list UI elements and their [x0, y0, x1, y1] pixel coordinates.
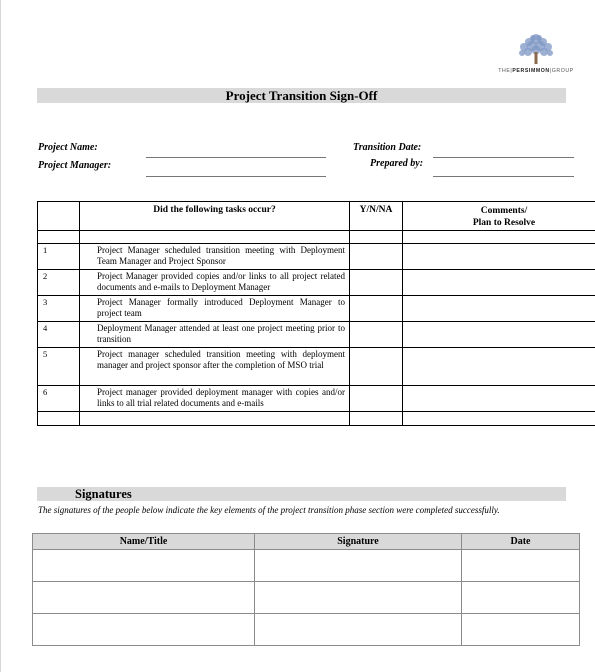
- task-description: Deployment Manager attended at least one project meeting prior to transition: [80, 322, 350, 348]
- transition-date-label: Transition Date:: [353, 142, 422, 153]
- yn-cell[interactable]: [350, 348, 403, 386]
- comment-cell[interactable]: [403, 386, 595, 412]
- signature-row: [33, 550, 580, 582]
- comment-cell[interactable]: [403, 296, 595, 322]
- signature-cell[interactable]: [255, 614, 462, 646]
- signature-cell[interactable]: [255, 550, 462, 582]
- prepared-by-label: Prepared by:: [370, 158, 424, 169]
- document-title: Project Transition Sign-Off: [225, 88, 378, 103]
- comments-header-line2: Plan to Resolve: [472, 218, 536, 228]
- name-title-cell[interactable]: [33, 582, 255, 614]
- date-cell[interactable]: [462, 614, 580, 646]
- yn-cell[interactable]: [350, 270, 403, 296]
- row-number: 4: [38, 322, 80, 348]
- yn-cell[interactable]: [350, 322, 403, 348]
- table-row: [38, 244, 595, 270]
- project-manager-label: Project Manager:: [38, 160, 112, 171]
- row-number: 2: [38, 270, 80, 296]
- table-cell[interactable]: [350, 412, 403, 426]
- table-spacer-row: [38, 231, 595, 244]
- date-header: Date: [462, 534, 580, 550]
- tree-canopy-blob: [540, 48, 548, 56]
- yn-cell[interactable]: [350, 386, 403, 412]
- yn-cell[interactable]: [350, 244, 403, 270]
- tree-canopy-blob: [519, 50, 525, 56]
- logo-wordmark-name: PERSIMMON: [512, 68, 550, 74]
- table-row: [38, 348, 595, 386]
- tasks-header-row: [38, 202, 595, 231]
- tree-canopy-blob: [536, 35, 542, 41]
- comment-cell[interactable]: [403, 322, 595, 348]
- signatures-table: [32, 533, 580, 646]
- table-row: [38, 270, 595, 296]
- yn-column-header: Y/N/NA: [350, 202, 403, 231]
- name-title-header: Name/Title: [33, 534, 255, 550]
- signature-header: Signature: [255, 534, 462, 550]
- row-number: 3: [38, 296, 80, 322]
- task-column-header: Did the following tasks occur?: [80, 202, 350, 231]
- logo-wordmark-suffix: GROUP: [551, 68, 574, 74]
- task-description: Project manager scheduled transition meeting with deployment manager and project sponsor after the completion of MSO trial: [80, 348, 350, 386]
- table-row: [38, 322, 595, 348]
- title-bar: [37, 88, 566, 103]
- table-row: [38, 386, 595, 412]
- table-cell[interactable]: [403, 412, 595, 426]
- yn-cell[interactable]: [350, 296, 403, 322]
- page-edge: [0, 0, 1, 672]
- table-row: [38, 296, 595, 322]
- table-cell: [80, 231, 350, 244]
- table-cell[interactable]: [403, 231, 595, 244]
- task-description: Project Manager formally introduced Deployment Manager to project team: [80, 296, 350, 322]
- name-title-cell[interactable]: [33, 614, 255, 646]
- signature-row: [33, 582, 580, 614]
- comment-cell[interactable]: [403, 348, 595, 386]
- table-spacer-row: [38, 412, 595, 426]
- tree-canopy-blob: [524, 48, 532, 56]
- number-column-header: [38, 202, 80, 231]
- signature-row: [33, 614, 580, 646]
- tree-canopy-blob: [530, 35, 536, 41]
- prepared-by-field[interactable]: [433, 176, 574, 177]
- table-cell[interactable]: [350, 231, 403, 244]
- comments-header-line1: Comments/: [480, 206, 528, 216]
- persimmon-group-logo: [494, 34, 578, 78]
- table-cell: [38, 231, 80, 244]
- project-manager-field[interactable]: [146, 176, 326, 177]
- task-description: Project Manager scheduled transition meeting with Deployment Team Manager and Project Sponsor: [80, 244, 350, 270]
- logo-wordmark: THE|PERSIMMON|GROUP: [498, 68, 574, 74]
- date-cell[interactable]: [462, 582, 580, 614]
- tasks-checklist-table: [37, 201, 595, 426]
- task-description: Project manager provided deployment manager with copies and/or links to all trial related documents and e-mails: [80, 386, 350, 412]
- signatures-note: The signatures of the people below indicate the key elements of the project transition phase section were completed successfully.: [38, 505, 500, 515]
- comment-cell[interactable]: [403, 270, 595, 296]
- transition-date-field[interactable]: [433, 157, 574, 158]
- date-cell[interactable]: [462, 550, 580, 582]
- tree-canopy-blob: [547, 50, 553, 56]
- comments-column-header: [403, 202, 595, 231]
- signatures-header-row: [33, 534, 580, 550]
- project-name-field[interactable]: [146, 157, 326, 158]
- table-cell: [80, 412, 350, 426]
- table-cell: [38, 412, 80, 426]
- task-description: Project Manager provided copies and/or links to all project related documents and e-mails to Deployment Manager: [80, 270, 350, 296]
- signatures-heading: Signatures: [75, 487, 132, 501]
- comment-cell[interactable]: [403, 244, 595, 270]
- row-number: 1: [38, 244, 80, 270]
- logo-wordmark-prefix: THE: [498, 68, 511, 74]
- name-title-cell[interactable]: [33, 550, 255, 582]
- signatures-bar: [37, 487, 566, 501]
- signature-cell[interactable]: [255, 582, 462, 614]
- tree-logo-icon: [516, 34, 556, 66]
- project-name-label: Project Name:: [38, 142, 98, 153]
- row-number: 6: [38, 386, 80, 412]
- row-number: 5: [38, 348, 80, 386]
